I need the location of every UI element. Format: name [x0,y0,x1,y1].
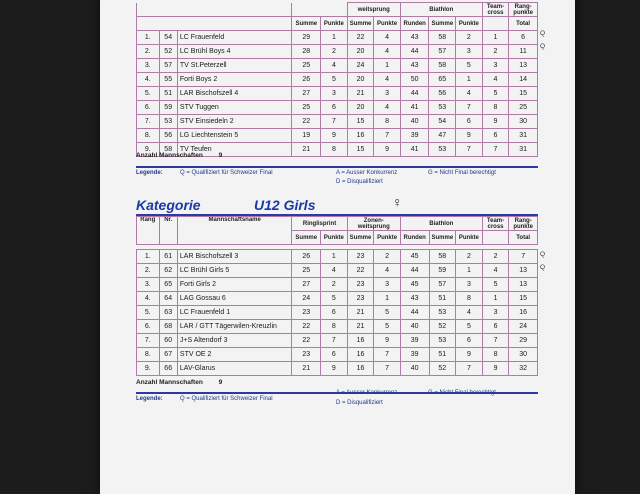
table-cell: 51 [159,87,177,101]
table-cell: 59 [429,264,456,278]
table-cell: 6 [482,320,509,334]
table-cell: 21 [347,87,374,101]
table-cell: 16 [347,348,374,362]
table-cell: 1 [374,292,401,306]
header-rangpunkte: Rang- punkte [509,217,538,231]
table-cell: 24 [509,320,538,334]
header-rang: Rang [137,217,160,245]
top-sub-header: Summe [292,17,321,31]
table-cell: 2 [321,45,348,59]
table-cell: 2 [374,250,401,264]
table-cell: 9 [374,334,401,348]
table-cell: 6. [137,101,160,115]
legend-top-title: Legende: [136,170,163,176]
table-cell: 4. [137,292,160,306]
table-cell: 2 [456,250,483,264]
table-cell: 2 [482,250,509,264]
table-cell: 9 [321,362,348,376]
table-cell: 1. [137,250,160,264]
table-cell: 1 [321,31,348,45]
header-team: Team- cross [482,217,509,231]
top-sub-header: Punkte [374,17,401,31]
table-cell: 4 [456,306,483,320]
table-cell: 40 [400,320,429,334]
table-cell: 21 [347,320,374,334]
table-cell: 4 [374,264,401,278]
table-cell: 7. [137,115,160,129]
legend-top [136,170,538,194]
team-name-cell: STV OE 2 [177,348,292,362]
table-cell: 3. [137,59,160,73]
table-cell: 41 [400,101,429,115]
table-cell: 7 [456,101,483,115]
table-cell: 9. [137,143,160,157]
team-name-cell: Forti Girls 2 [177,278,292,292]
table-cell: 1 [456,264,483,278]
table-cell: 44 [400,264,429,278]
table-cell: 9 [482,115,509,129]
table-cell: 6 [321,101,348,115]
table-cell: 8 [456,292,483,306]
top-sub-header: Summe [429,17,456,31]
table-cell: 5 [321,292,348,306]
table-cell: 60 [159,334,177,348]
legend-bottom-g: G = Nicht Final berechtigt [428,390,496,396]
table-cell: 29 [292,31,321,45]
table-cell: 7 [456,143,483,157]
table-cell: 39 [400,334,429,348]
table-cell: 3 [456,45,483,59]
table-cell: 9 [374,143,401,157]
table-cell: 20 [347,45,374,59]
header-biathlon: Biathlon [400,217,482,231]
table-cell: 16 [347,362,374,376]
table-cell: 47 [429,129,456,143]
female-symbol-icon: ♀ [392,194,403,210]
header-mannschaftsname: Mannschaftsname [177,217,292,245]
table-cell: 16 [347,334,374,348]
table-cell: 64 [159,292,177,306]
table-cell: 54 [159,31,177,45]
table-cell: 3. [137,278,160,292]
table-row [137,320,538,334]
table-cell: 8. [137,129,160,143]
table-cell: 4 [374,73,401,87]
table-cell: 67 [159,348,177,362]
legend-bottom-d: D = Disqualifiziert [336,400,383,406]
table-cell: 6 [321,306,348,320]
table-cell: 39 [400,348,429,362]
table-cell: 25 [509,101,538,115]
table-cell: 7 [456,362,483,376]
table-cell: 5 [374,306,401,320]
team-name-cell: LAR / GTT Tägerwilen-Kreuzlin [177,320,292,334]
table-row [137,115,538,129]
table-cell: 8 [321,320,348,334]
table-cell: 21 [292,143,321,157]
table-row [137,129,538,143]
top-sub-header: Runden [400,17,429,31]
table-cell: 57 [159,59,177,73]
team-name-cell: J+S Altendorf 3 [177,334,292,348]
table-cell: 58 [429,250,456,264]
table-cell: 43 [400,292,429,306]
table-cell: 52 [429,362,456,376]
table-cell: 16 [509,306,538,320]
table-cell: 43 [400,59,429,73]
table-cell: 50 [400,73,429,87]
team-name-cell: STV Einsiedeln 2 [177,115,292,129]
table-cell: 20 [347,73,374,87]
table-cell: 21 [347,306,374,320]
table-cell: 23 [347,278,374,292]
table-cell: 51 [429,348,456,362]
table-cell: 3 [482,306,509,320]
table-cell: 44 [400,306,429,320]
table-cell: 23 [347,292,374,306]
category-label: Kategorie [136,197,201,213]
table-cell: 44 [400,87,429,101]
table-row [137,87,538,101]
header-ringlisprint: Ringlisprint [292,217,347,231]
table-cell: 5 [456,320,483,334]
table-cell: 3 [321,87,348,101]
bottom-sub-header: Punkte [456,231,483,245]
table-cell: 4 [482,73,509,87]
bottom-sub-header: Punkte [374,231,401,245]
team-name-cell: LAG Gossau 6 [177,292,292,306]
table-cell: 25 [292,264,321,278]
table-cell: 53 [429,143,456,157]
table-cell: 29 [509,334,538,348]
table-cell: 8 [374,115,401,129]
team-name-cell: LAV-Glarus [177,362,292,376]
table-cell: 1. [137,31,160,45]
table-cell: 6 [321,348,348,362]
table-cell: 39 [400,129,429,143]
table-cell: 7 [509,250,538,264]
top-sub-header: Total [509,17,538,31]
table-cell: 59 [159,101,177,115]
table-row [137,31,538,45]
table-cell: 5. [137,306,160,320]
top-header-sub-row [137,17,538,31]
table-cell: 43 [400,31,429,45]
table-row [137,334,538,348]
table-cell: 53 [159,115,177,129]
table-cell: 40 [400,115,429,129]
table-cell: 9 [321,129,348,143]
table-cell: 9 [456,348,483,362]
table-cell: 4 [374,45,401,59]
table-cell: 13 [509,278,538,292]
table-cell: 19 [292,129,321,143]
table-cell: 13 [509,59,538,73]
table-cell: 20 [347,101,374,115]
table-cell: 4 [321,59,348,73]
table-cell: 6 [482,129,509,143]
table-cell: 54 [429,115,456,129]
table-cell: 51 [429,292,456,306]
table-cell: 62 [159,264,177,278]
team-name-cell: LC Brühl Girls 5 [177,264,292,278]
top-sub-header [482,17,509,31]
team-name-cell: LC Frauenfeld [177,31,292,45]
top-header-team: Team- cross [482,3,509,17]
table-row [137,292,538,306]
table-cell: 5 [456,59,483,73]
table-cell: 5. [137,87,160,101]
team-name-cell: LAR Bischofszell 4 [177,87,292,101]
table-cell: 44 [400,45,429,59]
table-row [137,264,538,278]
table-cell: 28 [292,45,321,59]
table-cell: 23 [292,306,321,320]
table-cell: 8 [482,101,509,115]
table-row [137,73,538,87]
team-name-cell: LC Brühl Boys 4 [177,45,292,59]
table-cell: 52 [429,320,456,334]
table-cell: 2. [137,45,160,59]
bottom-sub-header: Punkte [321,231,348,245]
table-cell: 32 [509,362,538,376]
table-cell: 41 [400,143,429,157]
team-name-cell: Forti Boys 2 [177,73,292,87]
top-anzahl [136,152,222,159]
table-cell: 1 [456,73,483,87]
table-cell: 31 [509,129,538,143]
table-cell: 58 [429,59,456,73]
table-cell: 66 [159,362,177,376]
bottom-sub-header: Summe [292,231,321,245]
table-cell: 53 [429,306,456,320]
top-header-biathlon: Biathlon [400,3,482,17]
table-cell: 6. [137,320,160,334]
category-name: U12 Girls [254,197,316,213]
top-q-mark: Q [540,30,546,37]
table-cell: 30 [509,115,538,129]
top-sub-header: Summe [347,17,374,31]
top-sub-header: Punkte [321,17,348,31]
team-name-cell: STV Tuggen [177,101,292,115]
top-header-zonen: weitsprung [347,3,400,17]
table-cell: 4 [321,264,348,278]
table-cell: 4 [374,101,401,115]
table-cell: 9. [137,362,160,376]
u12-girls-results-table [136,216,538,376]
table-cell: 56 [429,87,456,101]
table-cell: 22 [347,31,374,45]
table-cell: 6 [456,334,483,348]
table-cell: 7 [482,143,509,157]
table-cell: 26 [292,73,321,87]
table-cell: 8. [137,348,160,362]
team-name-cell: LG Liechtenstein 5 [177,129,292,143]
header-nr: Nr. [159,217,177,245]
table-row [137,59,538,73]
table-cell: 14 [509,73,538,87]
legend-bottom-title: Legende: [136,396,163,402]
table-cell: 45 [400,250,429,264]
table-cell: 7 [321,334,348,348]
table-cell: 4. [137,73,160,87]
table-cell: 5 [321,73,348,87]
table-cell: 55 [159,73,177,87]
table-cell: 8 [321,143,348,157]
table-cell: 58 [429,31,456,45]
table-cell: 23 [292,348,321,362]
table-cell: 16 [347,129,374,143]
table-cell: 58 [159,143,177,157]
results-sheet [100,0,575,494]
bottom-sub-header: Total [509,231,538,245]
table-cell: 23 [347,250,374,264]
team-name-cell: LAR Bischofszell 3 [177,250,292,264]
team-name-cell: TV St.Peterzell [177,59,292,73]
table-cell: 22 [292,320,321,334]
table-cell: 24 [292,292,321,306]
table-cell: 15 [347,115,374,129]
table-cell: 45 [400,278,429,292]
table-cell: 9 [482,362,509,376]
top-header-rang: Rang- punkte [509,3,538,17]
table-cell: 31 [509,143,538,157]
table-cell: 24 [347,59,374,73]
legend-bottom-a: A = Ausser Konkurrenz [336,390,398,396]
legend-top-d: D = Disqualifiziert [336,179,383,185]
bottom-sub-header: Summe [347,231,374,245]
table-row [137,278,538,292]
bottom-sub-header [482,231,509,245]
bottom-sub-header: Runden [400,231,429,245]
table-cell: 2 [321,278,348,292]
table-cell: 5 [482,87,509,101]
legend-top-g: G = Nicht Final berechtigt [428,170,496,176]
bottom-q-mark: Q [540,264,546,271]
top-results-table [136,2,538,157]
top-q-mark: Q [540,43,546,50]
team-name-cell: TV Teufen [177,143,292,157]
bottom-header-group-row [137,217,538,231]
table-cell: 2. [137,264,160,278]
table-cell: 27 [292,278,321,292]
top-divider [136,166,538,168]
table-cell: 3 [374,278,401,292]
table-cell: 27 [292,87,321,101]
table-cell: 9 [456,129,483,143]
top-sub-header: Punkte [456,17,483,31]
legend-top-a: A = Ausser Konkurrenz [336,170,398,176]
table-cell: 1 [374,59,401,73]
table-cell: 52 [159,45,177,59]
table-cell: 3 [374,87,401,101]
table-cell: 4 [374,31,401,45]
table-cell: 57 [429,278,456,292]
table-cell: 26 [292,250,321,264]
table-cell: 6 [509,31,538,45]
table-cell: 56 [159,129,177,143]
table-cell: 11 [509,45,538,59]
table-cell: 53 [429,101,456,115]
table-cell: 4 [456,87,483,101]
table-cell: 5 [374,320,401,334]
table-cell: 15 [347,143,374,157]
table-cell: 63 [159,306,177,320]
table-cell: 1 [482,31,509,45]
table-cell: 7. [137,334,160,348]
table-row [137,348,538,362]
table-cell: 1 [321,250,348,264]
table-cell: 25 [292,101,321,115]
table-row [137,45,538,59]
table-cell: 1 [482,292,509,306]
table-cell: 7 [374,362,401,376]
table-cell: 22 [347,264,374,278]
table-cell: 7 [321,115,348,129]
table-row [137,250,538,264]
table-cell: 15 [509,292,538,306]
table-cell: 6 [456,115,483,129]
table-cell: 8 [482,348,509,362]
top-anzahl-label: Anzahl Mannschaften [136,152,203,159]
table-cell: 40 [400,362,429,376]
table-cell: 22 [292,334,321,348]
table-cell: 15 [509,87,538,101]
legend-top-q: Q = Qualifiziert für Schweizer Final [180,170,273,176]
bottom-q-mark: Q [540,251,546,258]
table-cell: 2 [456,31,483,45]
table-row [137,362,538,376]
table-cell: 30 [509,348,538,362]
legend-bottom [136,390,538,420]
bottom-anzahl-value: 9 [218,379,223,386]
table-cell: 13 [509,264,538,278]
table-cell: 3 [456,278,483,292]
table-cell: 53 [429,334,456,348]
bottom-anzahl [136,379,222,386]
table-row [137,101,538,115]
table-cell: 21 [292,362,321,376]
table-cell: 61 [159,250,177,264]
table-cell: 7 [482,334,509,348]
table-cell: 7 [374,129,401,143]
table-cell: 7 [374,348,401,362]
table-cell: 5 [482,278,509,292]
legend-bottom-q: Q = Qualifiziert für Schweizer Final [180,396,273,402]
table-cell: 65 [429,73,456,87]
table-cell: 22 [292,115,321,129]
bottom-sub-header: Summe [429,231,456,245]
table-row [137,306,538,320]
header-zonen: Zonen- weitsprung [347,217,400,231]
table-cell: 3 [482,59,509,73]
table-cell: 68 [159,320,177,334]
table-cell: 25 [292,59,321,73]
table-cell: 65 [159,278,177,292]
top-anzahl-value: 9 [218,152,223,159]
table-cell: 57 [429,45,456,59]
team-name-cell: LC Frauenfeld 1 [177,306,292,320]
table-cell: 4 [482,264,509,278]
top-header-group-row [137,3,538,17]
table-cell: 2 [482,45,509,59]
bottom-anzahl-label: Anzahl Mannschaften [136,379,203,386]
